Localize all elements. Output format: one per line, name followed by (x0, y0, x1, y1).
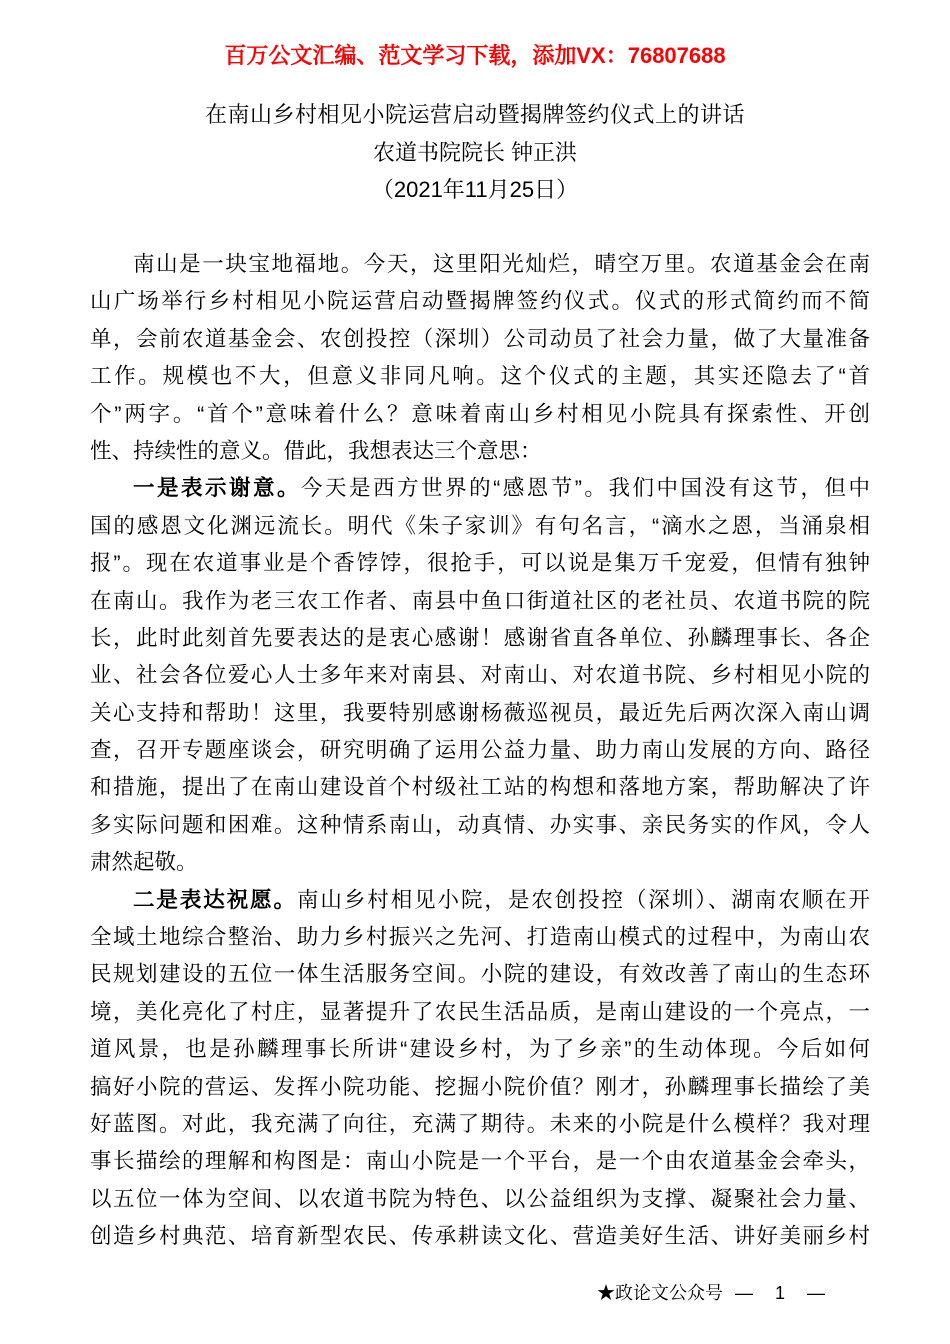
body-line: 境，美化亮化了村庄，显著提升了农民生活品质，是南山建设的一个亮点，一 (90, 999, 870, 1024)
body-line: 一是表示谢意。今天是西方世界的“感恩节”。我们中国没有这节，但中 (133, 476, 870, 501)
body-line: 在南山。我作为老三农工作者、南县中鱼口街道社区的老社员、农道书院的院 (90, 588, 870, 613)
body-line: 多实际问题和困难。这种情系南山，动真情、办实事、亲民务实的作风，令人 (90, 812, 870, 837)
body-line: 山广场举行乡村相见小院运营启动暨揭牌签约仪式。仪式的形式简约而不简 (90, 289, 870, 314)
body-line: 民规划建设的五位一体生活服务空间。小院的建设，有效改善了南山的生态环 (90, 962, 870, 987)
body-line: 肃然起敬。 (90, 850, 198, 875)
body-line: 搞好小院的营运、发挥小院功能、挖掘小院价值？刚才，孙麟理事长描绘了美 (90, 1074, 870, 1099)
body-line: 南山是一块宝地福地。今天，这里阳光灿烂，晴空万里。农道基金会在南 (133, 252, 870, 276)
body-line: 性、持续性的意义。借此，我想表达三个意思： (90, 438, 542, 463)
body-line: 和措施，提出了在南山建设首个村级社工站的构想和落地方案，帮助解决了许 (90, 775, 870, 800)
body-line: 好蓝图。对此，我充满了向往，充满了期待。未来的小院是什么模样？我对理 (90, 1111, 870, 1136)
author-line: 农道书院院长 钟正洪 (372, 140, 578, 165)
body-line: 业、社会各位爱心人士多年来对南县、对南山、对农道书院、乡村相见小院的 (90, 663, 870, 688)
bold-lead: 二是表达祝愿。 (133, 887, 297, 912)
body-line: 二是表达祝愿。南山乡村相见小院，是农创投控（深圳）、湖南农顺在开 (133, 887, 870, 912)
body-line: 以五位一体为空间、以农道书院为特色、以公益组织为支撑、凝聚社会力量、 (90, 1186, 870, 1211)
bold-lead: 一是表示谢意。 (133, 476, 302, 501)
body-line: 工作。规模也不大，但意义非同凡响。这个仪式的主题，其实还隐去了“首 (90, 364, 870, 389)
body-line: 报”。现在农道事业是个香饽饽，很抢手，可以说是集万千宠爱，但情有独钟 (90, 551, 870, 576)
body-line: 关心支持和帮助！这里，我要特别感谢杨薇巡视员，最近先后两次深入南山调 (90, 700, 870, 725)
body-line: 查，召开专题座谈会，研究明确了运用公益力量、助力南山发展的方向、路径 (90, 738, 870, 763)
document-body (0, 246, 870, 1256)
document-title: 在南山乡村相见小院运营启动暨揭牌签约仪式上的讲话 (204, 102, 745, 127)
body-line: 道风景，也是孙麟理事长所讲“建设乡村，为了乡亲”的生动体现。今后如何 (90, 1037, 870, 1062)
page-footer (0, 1282, 950, 1304)
body-line: 单，会前农道基金会、农创投控（深圳）公司动员了社会力量，做了大量准备 (90, 326, 870, 351)
date-line: （2021年11月25日） (371, 177, 579, 202)
body-line: 长，此时此刻首先要表达的是衷心感谢！感谢省直各单位、孙麟理事长、各企 (90, 625, 870, 650)
body-line: 事长描绘的理解和构图是：南山小院是一个平台，是一个由农道基金会牵头， (90, 1149, 870, 1174)
footer-brand: ★政论文公众号 (596, 1283, 723, 1303)
body-line: 国的感恩文化渊远流长。明代《朱子家训》有句名言，“滴水之恩，当涌泉相 (90, 513, 870, 538)
body-line: 创造乡村典范、培育新型农民、传承耕读文化、营造美好生活、讲好美丽乡村 (90, 1224, 870, 1249)
body-line: 全域土地综合整治、助力乡村振兴之先河、打造南山模式的过程中，为南山农 (90, 925, 870, 950)
body-line: 个”两字。“首个”意味着什么？意味着南山乡村相见小院具有探索性、开创 (90, 401, 870, 426)
page-number: — 1 — (734, 1283, 827, 1303)
promo-banner: 百万公文汇编、范文学习下载，添加VX：76807688 (224, 43, 726, 68)
